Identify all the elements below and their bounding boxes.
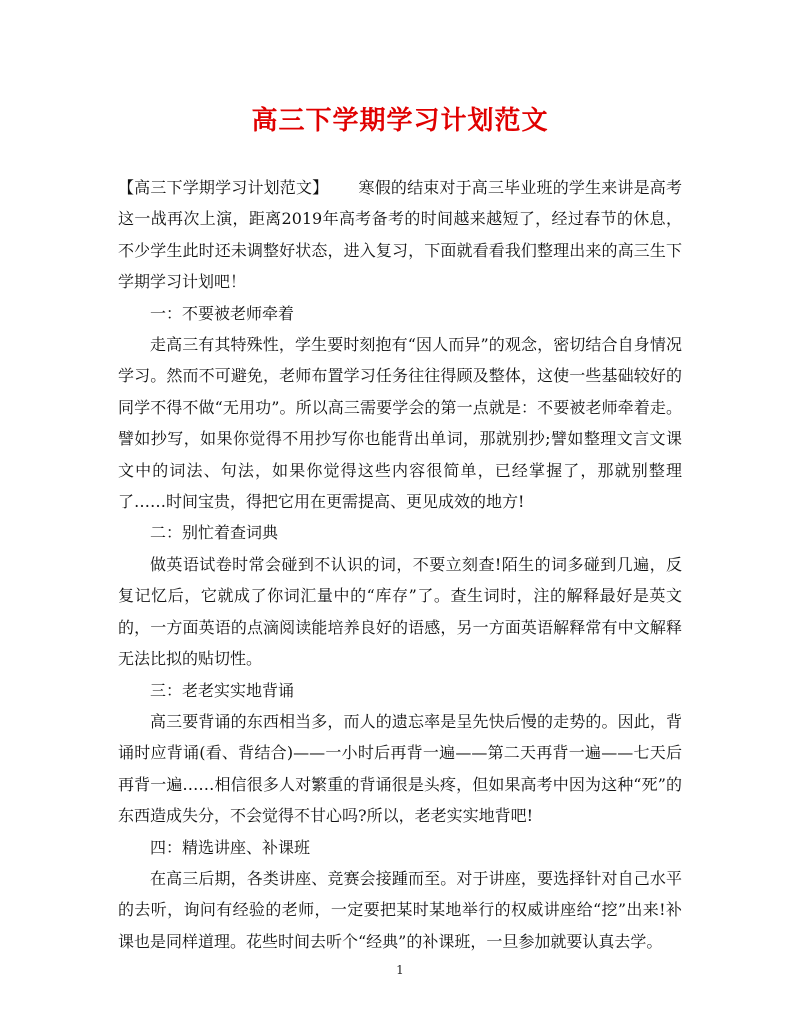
section-paragraph-2: 做英语试卷时常会碰到不认识的词，不要立刻查!陌生的词多碰到几遍，反复记忆后，它就成了你词汇量中的“库存”了。查生词时，注的解释最好是英文的，一方面英语的点滴阅读能培养良好的语感，另一方面英语解释常有中文解释无法比拟的贴切性。 bbox=[118, 554, 682, 669]
section-paragraph-3: 高三要背诵的东西相当多，而人的遗忘率是呈先快后慢的走势的。因此，背诵时应背诵(看、背结合)——一小时后再背一遍——第二天再背一遍——七天后再背一遍……相信很多人对繁重的背诵很是头疼，但如果高考中因为这种“死”的东西造成失分，不会觉得不甘心吗?所以，老老实实地背吧! bbox=[118, 711, 682, 826]
section-heading-1: 一：不要被老师牵着 bbox=[150, 303, 295, 323]
document-body bbox=[118, 172, 682, 957]
section-paragraph-1: 走高三有其特殊性，学生要时刻抱有“因人而异”的观念，密切结合自身情况学习。然而不可避免，老师布置学习任务往往得顾及整体，这使一些基础较好的同学不得不做“无用功”。所以高三需要学会的第一点就是：不要被老师牵着走。譬如抄写，如果你觉得不用抄写你也能背出单词，那就别抄;譬如整理文言文课文中的词法、句法，如果你觉得这些内容很简单，已经掌握了，那就别整理了……时间宝贵，得把它用在更需提高、更见成效的地方! bbox=[118, 335, 682, 512]
intro-text: 寒假的结束对于高三毕业班的学生来讲是高考这一战再次上演，距离2019年高考备考的时间越来越短了，经过春节的休息，不少学生此时还未调整好状态，进入复习，下面就看看我们整理出来的高三生下学期学习计划吧！ bbox=[118, 178, 682, 292]
section-heading-3: 三：老老实实地背诵 bbox=[150, 680, 295, 700]
intro-paragraph bbox=[118, 172, 682, 298]
section-heading-4: 四：精选讲座、补课班 bbox=[150, 837, 311, 857]
page-number: 1 bbox=[396, 963, 404, 977]
section-heading-2: 二：别忙着查词典 bbox=[150, 523, 279, 543]
document-title: 高三下学期学习计划范文 bbox=[251, 106, 549, 136]
intro-tag: 【高三下学期学习计划范文】 bbox=[118, 178, 329, 197]
section-paragraph-4: 在高三后期，各类讲座、竞赛会接踵而至。对于讲座，要选择针对自己水平的去听，询问有经验的老师，一定要把某时某地举行的权威讲座给“挖”出来!补课也是同样道理。花些时间去听个“经典”的补课班，一旦参加就要认真去学。 bbox=[118, 868, 682, 951]
